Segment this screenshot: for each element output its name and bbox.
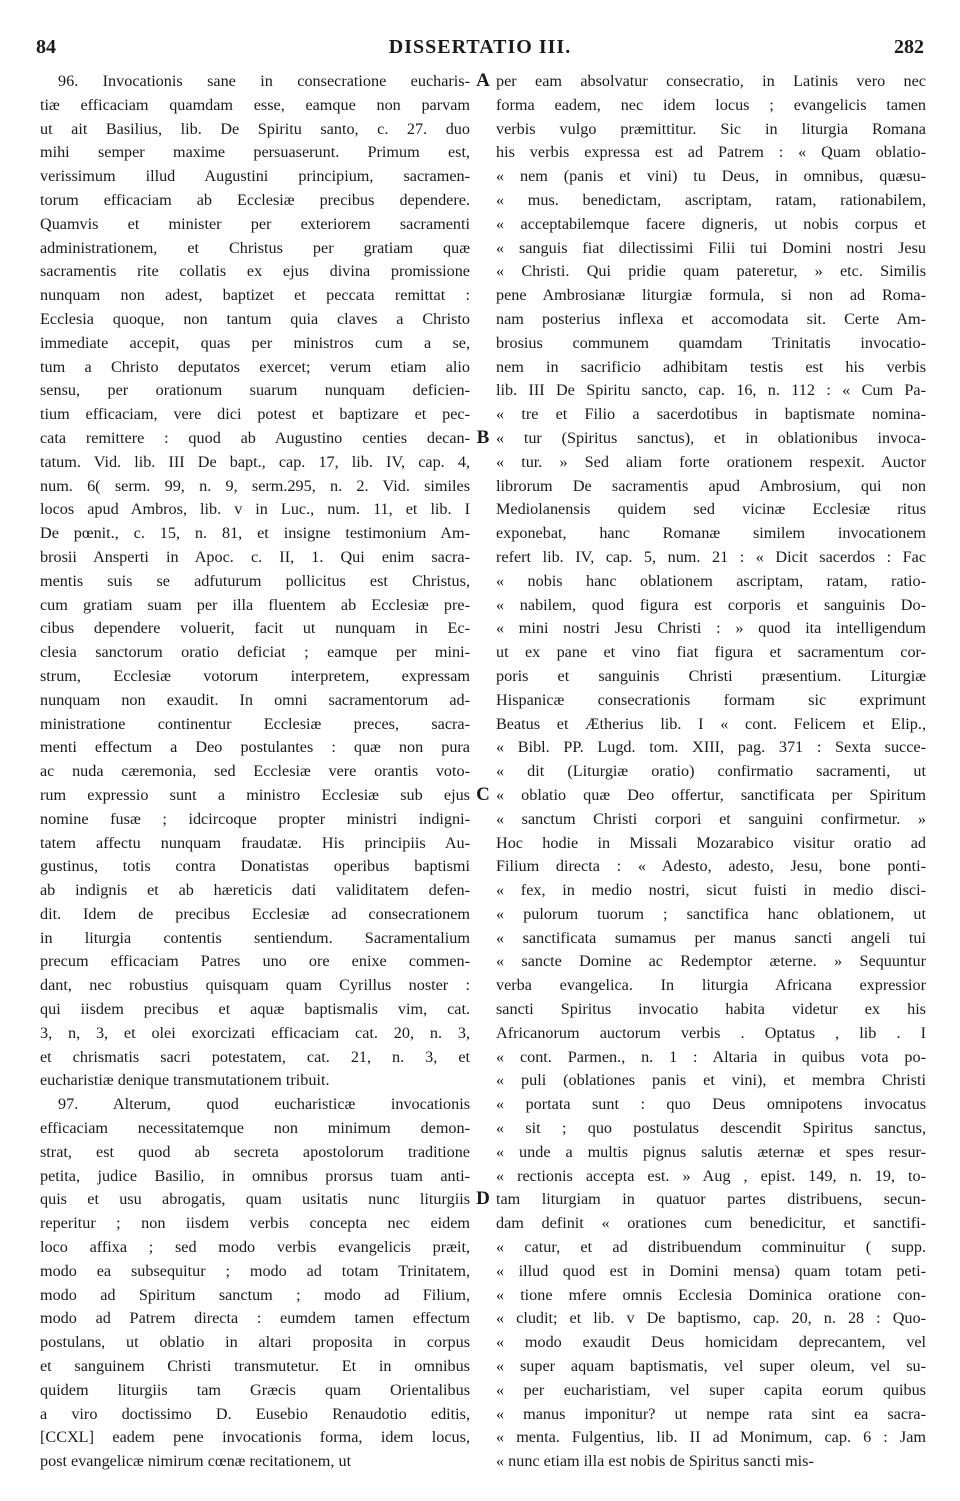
text-line: Mediolanensis quidem sed vicinæ Ecclesiæ ritus (496, 500, 926, 519)
text-line: et chrismatis sacri potestatem, cat. 21, n. 3, et (40, 1047, 470, 1066)
text-line: « illud quod est in Domini mensa) quam totam peti- (496, 1261, 926, 1280)
text-line: lib. III De Spiritu sancto, cap. 16, n. 112 : « Cum Pa- (496, 381, 926, 400)
text-line: nunquam non adest, baptizet et peccata remittat : (40, 286, 470, 305)
text-line: « nabilem, quod figura est corporis et sanguinis Do- (496, 595, 926, 614)
text-line: tatum. Vid. lib. III De bapt., cap. 17, lib. IV, cap. 4, (40, 452, 470, 471)
text-line: nomine fusæ ; idcircoque propter ministri indigni- (40, 809, 470, 828)
text-line: ac nuda cæremonia, sed Ecclesiæ vere orantis voto- (40, 762, 470, 781)
margin-mark-c: C (476, 784, 490, 805)
text-line: cata remittere : quod ab Augustino centies decan- (40, 428, 470, 447)
text-line: 96. Invocationis sane in consecratione eucharis- (58, 72, 470, 90)
text-line: 3, n, 3, et olei exorcizati efficaciam cat. 20, n. 3, (40, 1023, 470, 1042)
text-line: « pulorum tuorum ; sanctifica hanc oblationem, ut (496, 904, 926, 923)
running-title: DISSERTATIO III. (388, 36, 572, 58)
text-line: « puli (oblationes panis et vini), et membra Christi (496, 1071, 926, 1090)
text-line: « Bibl. PP. Lugd. tom. XIII, pag. 371 : Sexta succe- (496, 738, 926, 757)
text-line: Hoc hodie in Missali Mozarabico visitur oratio ad (496, 833, 926, 852)
text-line: « acceptabilemque facere digneris, ut nobis corpus et (496, 214, 926, 233)
text-line: modo ad Spiritum sanctum ; modo ad Filium, (40, 1285, 470, 1304)
text-line: modo ad Patrem directa : eumdem tamen effectum (40, 1309, 470, 1328)
text-line: Filium directa : « Adesto, adesto, Jesu, bone ponti- (496, 857, 926, 876)
text-line: precum efficaciam Patres uno ore enixe commen- (40, 952, 470, 971)
text-line: Quamvis et minister per exteriorem sacramenti (40, 214, 470, 233)
text-line: quis et usu abrogatis, quam usitatis nunc liturgiis (40, 1190, 470, 1209)
text-line: « modo exaudit Deus homicidam deprecantem, vel (496, 1333, 926, 1352)
margin-mark-b: B (476, 427, 490, 448)
text-line: 97. Alterum, quod eucharisticæ invocationis (58, 1095, 470, 1114)
text-line: librorum De sacramentis apud Ambrosium, qui non (496, 476, 926, 495)
text-line: postulans, ut oblatio in altari proposita in corpus (40, 1333, 470, 1352)
text-line: locos apud Ambros, lib. v in Luc., num. 11, et lib. I (40, 500, 470, 519)
text-line: immediate accepit, quas per ministros cum a se, (40, 333, 470, 352)
text-line: « tione mfere omnis Ecclesia Dominica oratione con- (496, 1285, 926, 1304)
text-line: ut ex pane et vino fiat figura et sacramentum cor- (496, 643, 926, 662)
text-line: sensu, per orationum suarum nunquam deficien- (40, 381, 470, 400)
text-line: « fex, in medio nostri, sicut fuisti in medio disci- (496, 881, 926, 900)
text-line: cum gratiam suam per illa fluentem ab Ecclesiæ pre- (40, 595, 470, 614)
text-line: ut ait Basilius, lib. De Spiritu santo, c. 27. duo (40, 119, 470, 138)
text-line: « sanguis fiat dilectissimi Filii tui Domini nostri Jesu (496, 238, 926, 257)
text-line: ministratione continentur Ecclesiæ preces, sacra- (40, 714, 470, 733)
margin-mark-a: A (476, 70, 490, 91)
text-line: mentis suis se adfuturum pollicitus est Christus, (40, 571, 470, 590)
text-line: dit. Idem de precibus Ecclesiæ ad consecrationem (40, 904, 470, 923)
margin-mark-d: D (476, 1188, 490, 1209)
text-line: « rectionis accepta est. » Aug , epist. 149, n. 19, to- (496, 1166, 926, 1185)
text-line: « mini nostri Jesu Christi : » quod ita intelligendum (496, 619, 926, 638)
text-line: « nobis hanc oblationem ascriptam, ratam, ratio- (496, 571, 926, 590)
text-line: petita, judice Basilio, in omnibus prorsus tuam anti- (40, 1166, 470, 1185)
text-line: Beatus et Ætherius lib. I « cont. Felicem et Elip., (496, 714, 926, 733)
text-line: « sanctificata sumamus per manus sancti angeli tui (496, 928, 926, 947)
text-line: mihi semper maxime persuaserunt. Primum est, (40, 143, 470, 162)
text-line: in liturgia contentis sentiendum. Sacramentalium (40, 928, 470, 947)
text-line: pene Ambrosianæ liturgiæ formula, si non ad Roma- (496, 286, 926, 305)
text-line: cibus dependere voluerit, facit ut nunquam in Ec- (40, 619, 470, 638)
text-line: post evangelicæ nimirum cœnæ recitationem, ut (40, 1452, 352, 1471)
text-line: « manus imponitur? ut nempe rata sint ea sacra- (496, 1404, 926, 1423)
text-line: per eam absolvatur consecratio, in Latinis vero nec (496, 72, 926, 90)
text-line: « sanctum Christi corpori et sanguini confirmetur. » (496, 809, 926, 828)
text-line: a viro doctissimo D. Eusebio Renaudotio editis, (40, 1404, 470, 1423)
text-line: dam definit « orationes cum benedicitur, et sanctifi- (496, 1214, 926, 1233)
text-line: exponebat, hanc Romanæ similem invocationem (496, 524, 926, 543)
page-header (36, 36, 924, 66)
left-column (40, 70, 470, 1474)
text-line: strat, est quod ab secreta apostolorum traditione (40, 1142, 470, 1161)
text-line: menti effectum a Deo postulantes : quæ non pura (40, 738, 470, 757)
text-line: tiæ efficaciam quamdam esse, eamque non parvam (40, 95, 470, 114)
text-line: « cludit; et lib. v De baptismo, cap. 20, n. 28 : Quo- (496, 1309, 926, 1328)
text-line: « oblatio quæ Deo offertur, sanctificata per Spiritum (496, 785, 926, 804)
text-line: gustinus, totis contra Donatistas operibus baptismi (40, 857, 470, 876)
text-line: quidem liturgiis tam Græcis quam Orientalibus (40, 1380, 470, 1399)
text-line: nem in sacrificio adhibitam testis est his verbis (496, 357, 926, 376)
text-line: verbis vulgo præmittitur. Sic in liturgia Romana (496, 119, 926, 138)
text-line: sancti Spiritus invocatio habita videtur ex his (496, 1000, 926, 1019)
text-line: et sanguinem Christi transmutetur. Et in omnibus (40, 1357, 470, 1376)
text-line: Hispanicæ consecrationis formam sic exprimunt (496, 690, 926, 709)
text-line: brosius communem quamdam Trinitatis invocatio- (496, 333, 926, 352)
text-line: verissimum illud Augustini principium, sacramen- (40, 167, 470, 186)
text-line: tium efficaciam, vere dici potest et baptizare et pec- (40, 405, 470, 424)
text-line: nunquam non exaudit. In omni sacramentorum ad- (40, 690, 470, 709)
text-line: « tur. » Sed aliam forte orationem respexit. Auctor (496, 452, 926, 471)
text-line: « catur, et ad distribuendum comminuitur ( supp. (496, 1238, 926, 1257)
text-line: Africanorum auctorum verbis . Optatus , lib . I (496, 1023, 926, 1042)
text-line: « unde a multis pignus salutis æternæ et spes resur- (496, 1142, 926, 1161)
text-line: eucharistiæ denique transmutationem tribuit. (40, 1071, 330, 1090)
text-line: torum efficaciam ab Ecclesiæ precibus dependere. (40, 190, 470, 209)
text-line: « sit ; quo postulatus descendit Spiritus sanctus, (496, 1119, 926, 1138)
text-line: refert lib. IV, cap. 5, num. 21 : « Dicit sacerdos : Fac (496, 547, 926, 566)
text-line: Ecclesia quoque, non tantum quia claves a Christo (40, 309, 470, 328)
text-line: strum, Ecclesiæ votorum interpretem, expressam (40, 666, 470, 685)
text-line: ab indignis et ab hæreticis dati validitatem defen- (40, 881, 470, 900)
text-line: sacramentis rite collatis ex ejus divina promissione (40, 262, 470, 281)
text-line: his verbis expressa est ad Patrem : « Quam oblatio- (496, 143, 926, 162)
text-line: verba evangelica. In liturgia Africana expressior (496, 976, 926, 995)
text-line: « cont. Parmen., n. 1 : Altaria in quibus vota po- (496, 1047, 926, 1066)
text-line: « portata sunt : quo Deus omnipotens invocatus (496, 1095, 926, 1114)
text-line: De pœnit., c. 15, n. 81, et insigne testimonium Am- (40, 524, 470, 543)
text-line: tatem affectu nunquam fraudatæ. His principiis Au- (40, 833, 470, 852)
page-number-right: 282 (894, 36, 924, 58)
text-line: forma eadem, nec idem locus ; evangelicis tamen (496, 95, 926, 114)
text-line: num. 6( serm. 99, n. 9, serm.295, n. 2. Vid. similes (40, 476, 470, 495)
right-column (496, 70, 926, 1474)
text-line: « tur (Spiritus sanctus), et in oblationibus invoca- (496, 428, 926, 447)
text-line: « nem (panis et vini) tu Deus, in omnibus, quæsu- (496, 167, 926, 186)
text-line: [CCXL] eadem pene invocationis forma, idem locus, (40, 1428, 470, 1447)
text-line: nam posterius inflexa et accomodata sit. Certe Am- (496, 309, 926, 328)
text-line: « Christi. Qui pridie quam pateretur, » etc. Similis (496, 262, 926, 281)
text-line: administrationem, et Christus per gratiam quæ (40, 238, 470, 257)
text-line: « sancte Domine ac Redemptor æterne. » Sequuntur (496, 952, 926, 971)
text-line: poris et sanguinis Christi præsentium. Liturgiæ (496, 666, 926, 685)
text-line: « tre et Filio a sacerdotibus in baptismate nomina- (496, 405, 926, 424)
text-line: loco affixa ; sed modo verbis evangelicis præit, (40, 1238, 470, 1257)
text-line: rum expressio sunt a ministro Ecclesiæ sub ejus (40, 785, 470, 804)
text-line: efficaciam necessitatemque non minimum demon- (40, 1119, 470, 1138)
text-line: tum a Christo deputatos exercet; verum etiam alio (40, 357, 470, 376)
text-line: brosii Ansperti in Apoc. c. II, 1. Qui enim sacra- (40, 547, 470, 566)
text-line: « mus. benedictam, ascriptam, ratam, rationabilem, (496, 190, 926, 209)
text-line: qui iisdem precibus et aquæ baptismalis vim, cat. (40, 1000, 470, 1019)
text-line: « dit (Liturgiæ oratio) confirmatio sacramenti, ut (496, 762, 926, 781)
text-line: dant, nec robustius quisquam quam Cyrillus noster : (40, 976, 470, 995)
text-line: clesia sanctorum oratio deficiat ; eamque per mini- (40, 643, 470, 662)
text-line: « menta. Fulgentius, lib. II ad Monimum, cap. 6 : Jam (496, 1428, 926, 1447)
text-line: « nunc etiam illa est nobis de Spiritus sancti mis- (496, 1452, 814, 1471)
text-line: « super aquam baptismatis, vel super oleum, vel su- (496, 1357, 926, 1376)
page-number-left: 84 (36, 36, 56, 58)
text-line: tam liturgiam in quatuor partes distribuens, secun- (496, 1190, 926, 1209)
text-line: modo ea subsequitur ; modo ad totam Trinitatem, (40, 1261, 470, 1280)
text-line: reperitur ; non iisdem verbis concepta nec eidem (40, 1214, 470, 1233)
text-line: « per eucharistiam, vel super capita eorum quibus (496, 1380, 926, 1399)
